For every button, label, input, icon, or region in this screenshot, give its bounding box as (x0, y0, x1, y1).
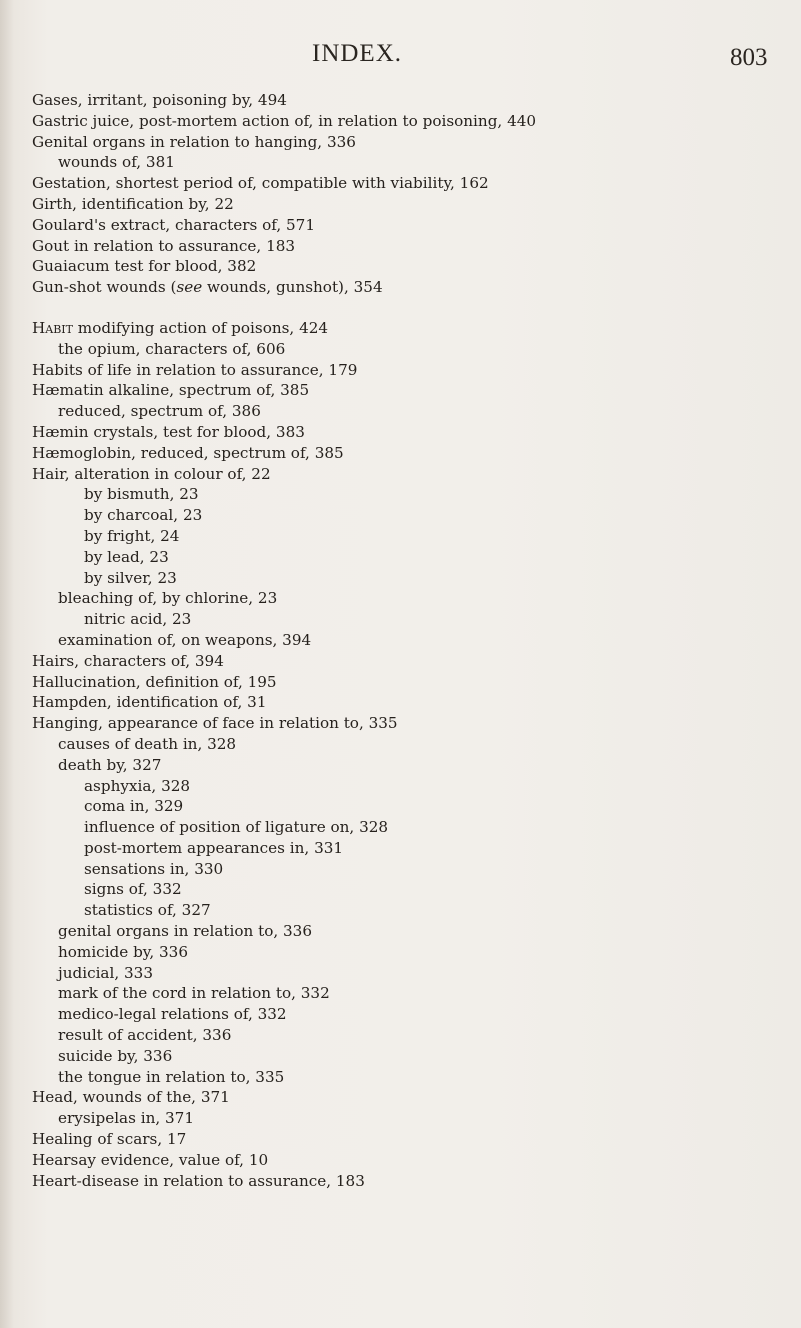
index-entry (32, 256, 792, 277)
index-subentry (32, 568, 792, 589)
index-subentry (32, 879, 792, 900)
entry-text: Goulard's extract, characters of, 571 (32, 215, 315, 234)
entry-text: Healing of scars, 17 (32, 1130, 187, 1149)
entry-text: Hæmin crystals, test for blood, 383 (32, 422, 305, 441)
entry-text: judicial, 333 (58, 963, 153, 982)
entry-text: medico-legal relations of, 332 (58, 1005, 287, 1024)
index-subentry (32, 505, 792, 526)
index-entry (32, 132, 792, 153)
index-subentry (32, 776, 792, 797)
entry-text: Hearsay evidence, value of, 10 (32, 1150, 269, 1169)
index-entry (32, 1129, 792, 1150)
index-entry-list (32, 90, 792, 1191)
index-subentry (32, 796, 792, 817)
entry-text: coma in, 329 (84, 797, 184, 816)
entry-text: the opium, characters of, 606 (58, 339, 286, 358)
entry-text: Gastric juice, post-mortem action of, in relation to poisoning, 440 (32, 111, 537, 130)
entry-text: modifying action of poisons, 424 (72, 318, 329, 337)
index-entry (32, 464, 792, 485)
entry-text: death by, 327 (58, 755, 162, 774)
index-subentry (32, 526, 792, 547)
index-subentry (32, 1004, 792, 1025)
entry-text: result of accident, 336 (58, 1026, 232, 1045)
entry-text: by bismuth, 23 (84, 485, 199, 504)
entry-text: Gun-shot wounds ( (32, 278, 177, 297)
entry-text: by silver, 23 (84, 568, 177, 587)
entry-text: Gases, irritant, poisoning by, 494 (32, 91, 287, 109)
index-subentry (32, 859, 792, 880)
entry-text: examination of, on weapons, 394 (58, 630, 312, 649)
index-subentry (32, 1046, 792, 1067)
entry-text: post-mortem appearances in, 331 (84, 838, 344, 857)
index-entry (32, 318, 792, 339)
entry-text: genital organs in relation to, 336 (58, 922, 313, 941)
entry-text: by lead, 23 (84, 547, 169, 566)
index-entry (32, 672, 792, 693)
page-number: 803 (730, 44, 768, 71)
index-entry (32, 380, 792, 401)
index-subentry (32, 942, 792, 963)
index-subentry (32, 963, 792, 984)
index-entry (32, 1171, 792, 1192)
index-subentry (32, 900, 792, 921)
entry-text: Guaiacum test for blood, 382 (32, 257, 257, 276)
index-entry (32, 422, 792, 443)
index-entry (32, 236, 792, 257)
entry-text: Hampden, identification of, 31 (32, 693, 267, 712)
index-entry (32, 651, 792, 672)
entry-text: mark of the cord in relation to, 332 (58, 984, 330, 1003)
entry-text: Hallucination, definition of, 195 (32, 672, 277, 691)
page-title: INDEX. (312, 40, 403, 67)
index-entry (32, 111, 792, 132)
index-subentry (32, 1025, 792, 1046)
entry-text: Girth, identification by, 22 (32, 194, 234, 213)
index-subentry (32, 484, 792, 505)
gutter-shadow (0, 0, 14, 1328)
index-subentry (32, 1108, 792, 1129)
entry-text: signs of, 332 (84, 880, 182, 899)
index-entry (32, 215, 792, 236)
index-subentry (32, 630, 792, 651)
index-entry (32, 1150, 792, 1171)
entry-headword: Habit (32, 318, 73, 337)
entry-text: Hanging, appearance of face in relation to, 335 (32, 714, 398, 733)
entry-text: reduced, spectrum of, 386 (58, 402, 261, 421)
entry-text: the tongue in relation to, 335 (58, 1067, 285, 1086)
entry-text: by charcoal, 23 (84, 506, 203, 525)
index-subentry (32, 755, 792, 776)
entry-text: causes of death in, 328 (58, 734, 237, 753)
entry-text: Heart-disease in relation to assurance, 183 (32, 1171, 365, 1190)
index-entry (32, 90, 792, 111)
entry-text: sensations in, 330 (84, 859, 224, 878)
entry-italic: see (176, 278, 203, 297)
index-entry (32, 713, 792, 734)
entry-text: wounds of, 381 (58, 153, 175, 172)
entry-text: Genital organs in relation to hanging, 336 (32, 132, 356, 151)
index-subentry (32, 734, 792, 755)
index-subentry (32, 152, 792, 173)
entry-text: nitric acid, 23 (84, 610, 192, 629)
entry-text: Hair, alteration in colour of, 22 (32, 464, 271, 483)
index-subentry (32, 817, 792, 838)
index-subentry (32, 547, 792, 568)
index-entry (32, 173, 792, 194)
entry-text: Head, wounds of the, 371 (32, 1088, 230, 1107)
index-subentry (32, 339, 792, 360)
entry-text: Gout in relation to assurance, 183 (32, 236, 296, 255)
entry-text: Gestation, shortest period of, compatible with viability, 162 (32, 174, 489, 193)
entry-text: erysipelas in, 371 (58, 1109, 195, 1128)
index-subentry (32, 588, 792, 609)
index-entry (32, 277, 792, 298)
running-head (0, 40, 801, 70)
entry-text: Hairs, characters of, 394 (32, 651, 224, 670)
index-entry (32, 692, 792, 713)
entry-text: bleaching of, by chlorine, 23 (58, 589, 278, 608)
entry-text: by fright, 24 (84, 526, 180, 545)
index-subentry (32, 609, 792, 630)
entry-text: Habits of life in relation to assurance, 179 (32, 360, 358, 379)
entry-text: statistics of, 327 (84, 901, 211, 920)
index-entry (32, 443, 792, 464)
index-subentry (32, 983, 792, 1004)
entry-text: Hæmatin alkaline, spectrum of, 385 (32, 381, 310, 400)
index-subentry (32, 1067, 792, 1088)
index-entry (32, 360, 792, 381)
index-subentry (32, 838, 792, 859)
index-entry (32, 194, 792, 215)
entry-text: asphyxia, 328 (84, 776, 191, 795)
index-entry (32, 1087, 792, 1108)
entry-text: wounds, gunshot), 354 (202, 278, 383, 297)
index-subentry (32, 921, 792, 942)
index-subentry (32, 401, 792, 422)
entry-text: influence of position of ligature on, 328 (84, 818, 389, 837)
entry-text: Hæmoglobin, reduced, spectrum of, 385 (32, 443, 344, 462)
entry-text: homicide by, 336 (58, 942, 189, 961)
entry-text: suicide by, 336 (58, 1046, 173, 1065)
